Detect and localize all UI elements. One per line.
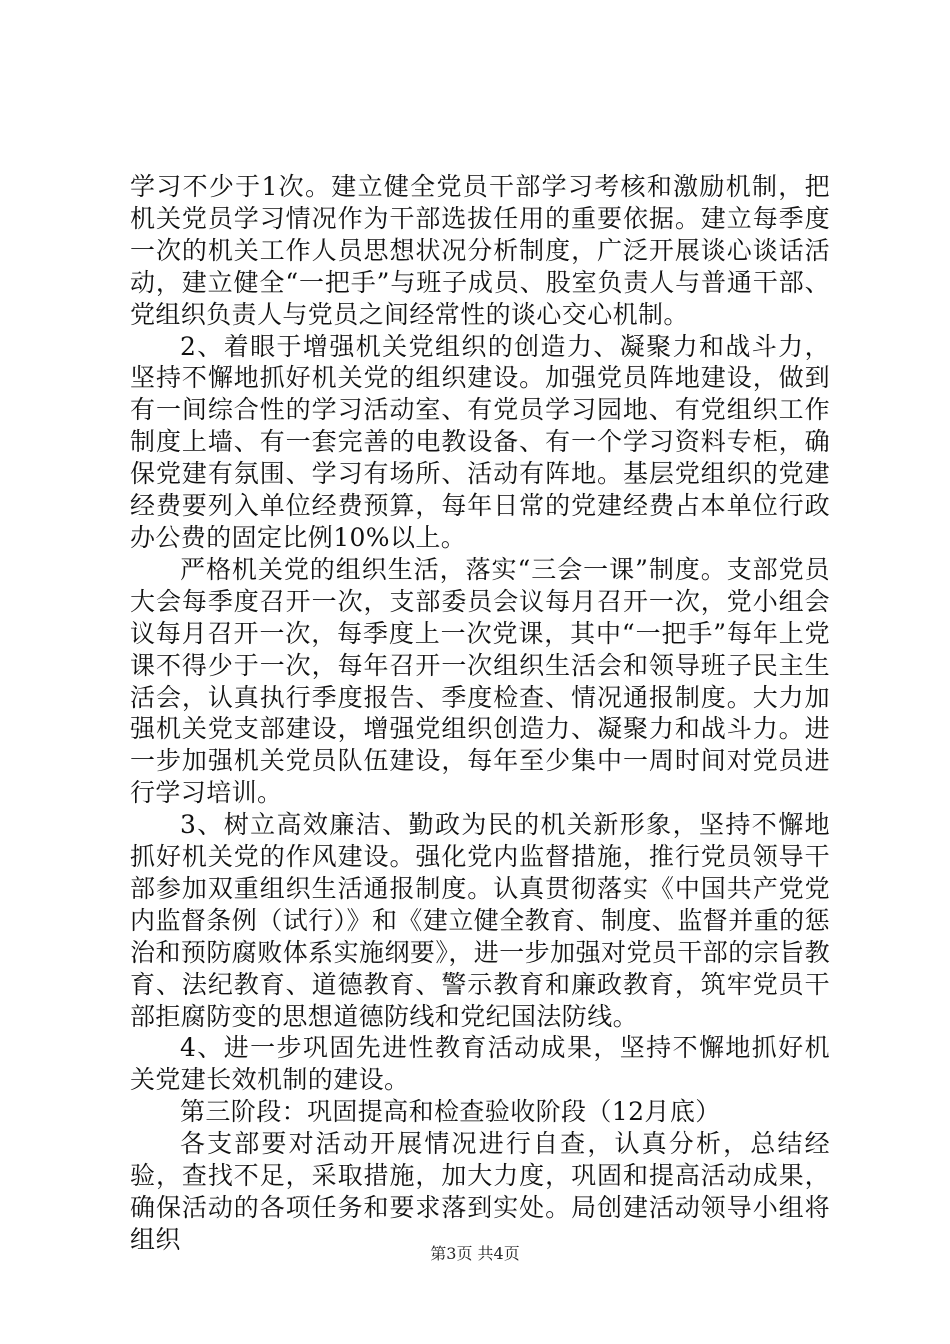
page-footer: 第3页 共4页 [430, 1244, 520, 1263]
paragraph-item-3: 3、树立高效廉洁、勤政为民的机关新形象，坚持不懈地抓好机关党的作风建设。强化党内监督措施，推行党员领导干部参加双重组织生活通报制度。认真贯彻落实《中国共产党党内监督条例（试行）》和《建立健全教育、制度、监督并重的惩治和预防腐败体系实施纲要》，进一步加强对党员干部的宗旨教育、法纪教育、道德教育、警示教育和廉政教育，筑牢党员干部拒腐防变的思想道德防线和党纪国法防线。 [130, 810, 830, 1031]
paragraph-continuation: 学习不少于1次。建立健全党员干部学习考核和激励机制，把机关党员学习情况作为干部选拔任用的重要依据。建立每季度一次的机关工作人员思想状况分析制度，广泛开展谈心谈话活动，建立健全“一把手”与班子成员、股室负责人与普通干部、党组织负责人与党员之间经常性的谈心交心机制。 [130, 172, 830, 329]
section-heading-stage-3: 第三阶段：巩固提高和检查验收阶段（12月底） [180, 1097, 721, 1127]
paragraph-item-4: 4、进一步巩固先进性教育活动成果，坚持不懈地抓好机关党建长效机制的建设。 [130, 1033, 830, 1095]
paragraph-item-2: 2、着眼于增强机关党组织的创造力、凝聚力和战斗力，坚持不懈地抓好机关党的组织建设。加强党员阵地建设，做到有一间综合性的学习活动室、有党员学习园地、有党组织工作制度上墙、有一套完善的电教设备、有一个学习资料专柜，确保党建有氛围、学习有场所、活动有阵地。基层党组织的党建经费要列入单位经费预算，每年日常的党建经费占本单位行政办公费的固定比例10%以上。 [130, 331, 830, 552]
document-body [130, 171, 830, 1256]
paragraph-stage-3-body: 各支部要对活动开展情况进行自查，认真分析，总结经验，查找不足，采取措施，加大力度，巩固和提高活动成果，确保活动的各项任务和要求落到实处。局创建活动领导小组将组织 [130, 1129, 830, 1254]
paragraph-organization-life: 严格机关党的组织生活，落实“三会一课”制度。支部党员大会每季度召开一次，支部委员会议每月召开一次，党小组会议每月召开一次，每季度上一次党课，其中“一把手”每年上党课不得少于一次，每年召开一次组织生活会和领导班子民主生活会，认真执行季度报告、季度检查、情况通报制度。大力加强机关党支部建设，增强党组织创造力、凝聚力和战斗力。进一步加强机关党员队伍建设，每年至少集中一周时间对党员进行学习培训。 [130, 554, 830, 808]
